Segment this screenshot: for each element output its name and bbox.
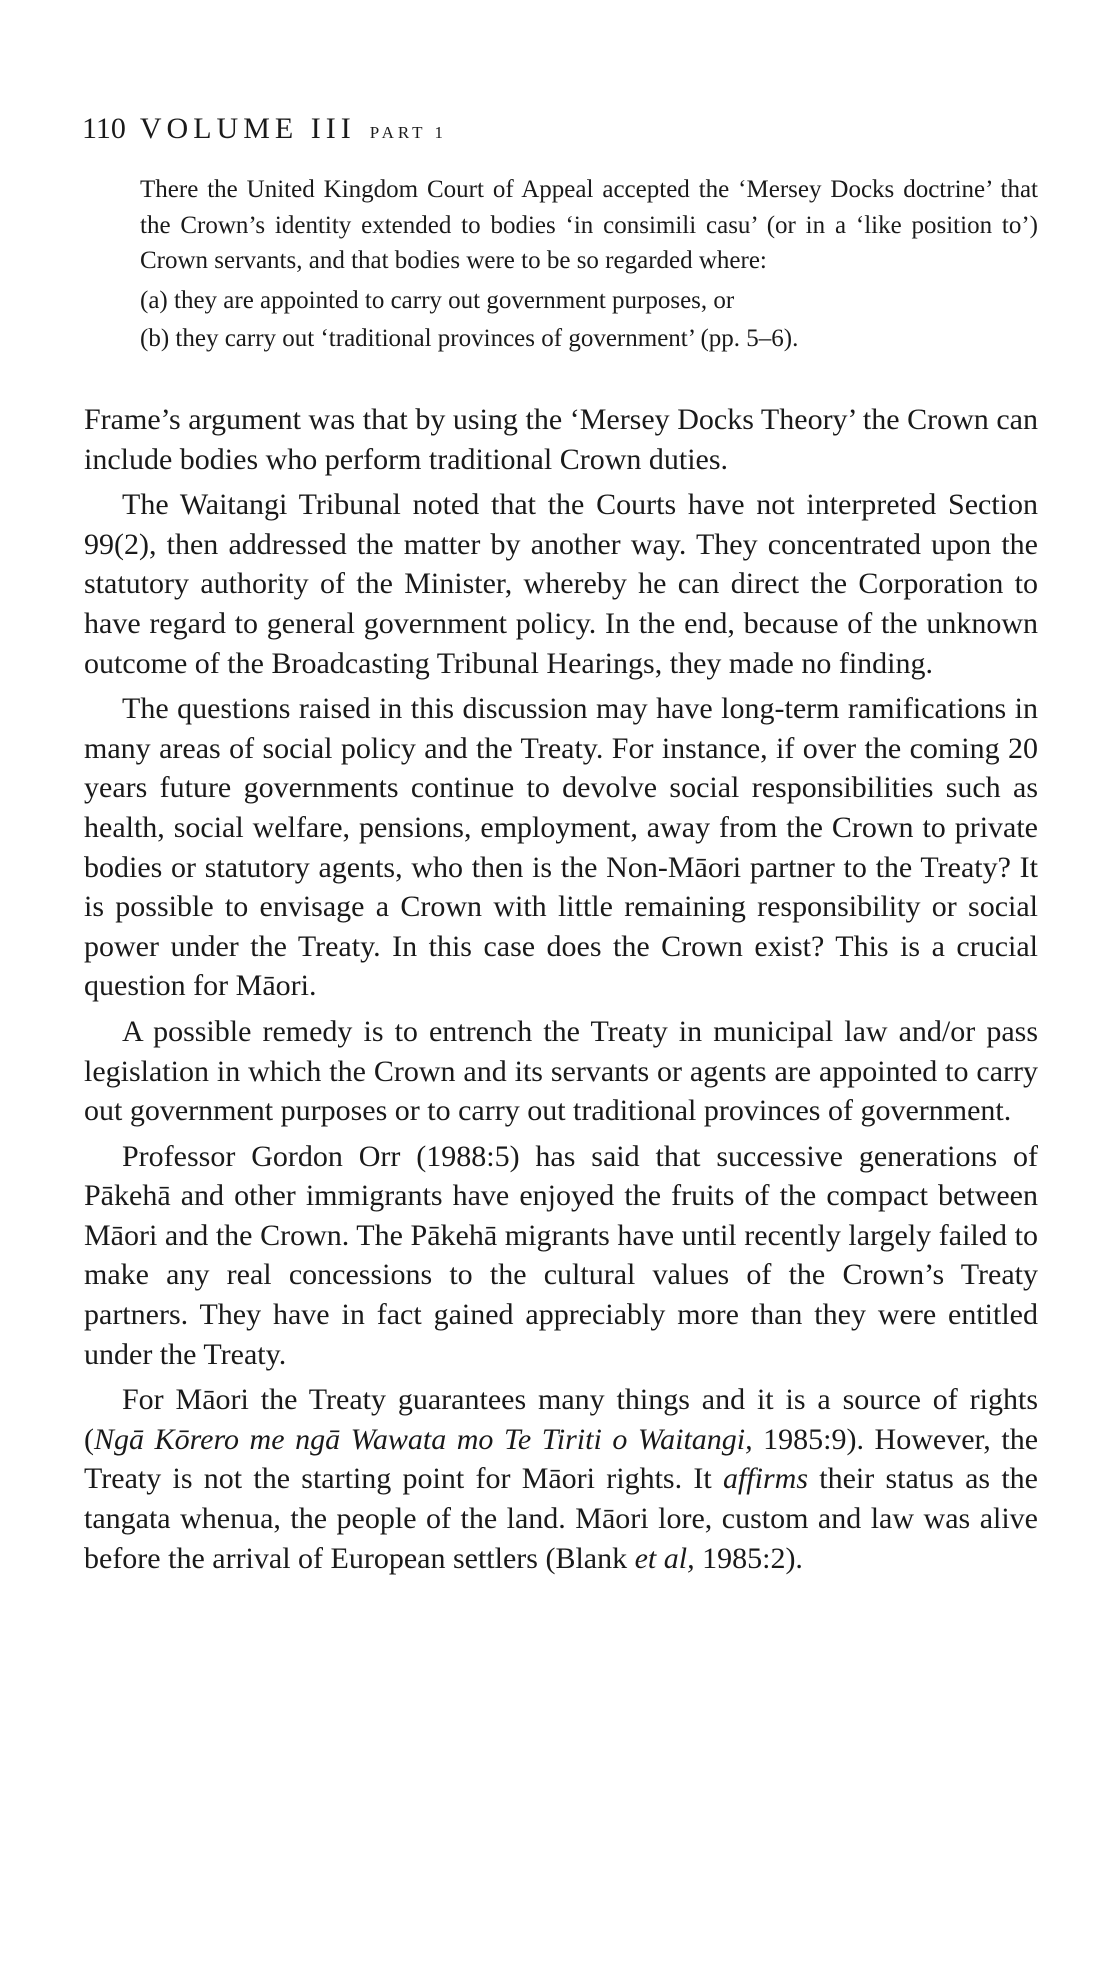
quote-item-a: (a) they are appointed to carry out government purposes, or bbox=[140, 286, 735, 314]
quote-intro: There the United Kingdom Court of Appeal accepted the ‘Mersey Docks doctrine’ that the Crown’s identity extended to bodies ‘in consimili casu’ (or in a ‘like position to’) Crown servants, and that bodies were to be so regarded where: bbox=[140, 176, 1038, 275]
running-head bbox=[82, 112, 447, 146]
part-label: PART 1 bbox=[369, 123, 448, 142]
page-number: 110 bbox=[82, 112, 126, 145]
citation-title: Ngā Kōrero me ngā Wawata mo Te Tiriti o Waitangi, bbox=[94, 1422, 753, 1456]
paragraph-waitangi-tribunal: The Waitangi Tribunal noted that the Courts have not interpreted Section 99(2), then addressed the matter by another way. They concentrated upon the statutory authority of the Minister, whereby he can direct the Corporation to have regard to general government policy. In the end, because of the unknown outcome of the Broadcasting Tribunal Hearings, they made no finding. bbox=[84, 488, 1038, 680]
paragraph-frame-argument: Frame’s argument was that by using the ‘Mersey Docks Theory’ the Crown can include bodies who perform traditional Crown duties. bbox=[84, 403, 1038, 476]
body-text bbox=[84, 400, 1038, 1584]
block-quote bbox=[140, 172, 1038, 360]
paragraph-questions-raised: The questions raised in this discussion may have long-term ramifications in many areas of social policy and the Treaty. For instance, if over the coming 20 years future governments continue to devolve social responsibilities such as health, social welfare, pensions, employment, away from the Crown to private bodies or statutory agents, who then is the Non-Māori partner to the Treaty? It is possible to envisage a Crown with little remaining responsibility or social power under the Treaty. In this case does the Crown exist? This is a crucial question for Māori. bbox=[84, 692, 1038, 1003]
citation-et-al: et al, bbox=[634, 1541, 695, 1575]
paragraph-maori-rights: For Māori the Treaty guarantees many things and it is a source of rights (Ngā Kōrero me ngā Wawata mo Te Tiriti o Waitangi, 1985:9). However, the Treaty is not the starting point for Māori rights. It affirms their status as the tangata whenua, the people of the land. Māori lore, custom and law was alive before the arrival of European settlers (Blank et al, 1985:2). bbox=[84, 1383, 1039, 1575]
paragraph-possible-remedy: A possible remedy is to entrench the Treaty in municipal law and/or pass legislation in which the Crown and its servants or agents are appointed to carry out government purposes or to carry out traditional provinces of government. bbox=[84, 1014, 1038, 1128]
quote-item-b: (b) they carry out ‘traditional provinces of government’ (pp. 5–6). bbox=[140, 325, 799, 353]
emphasis-affirms: affirms bbox=[722, 1462, 808, 1496]
volume-label: VOLUME III bbox=[139, 112, 356, 145]
paragraph-professor-orr: Professor Gordon Orr (1988:5) has said that successive generations of Pākehā and other immigrants have enjoyed the fruits of the compact between Māori and the Crown. The Pākehā migrants have until recently largely failed to make any real concessions to the cultural values of the Crown’s Treaty partners. They have in fact gained appreciably more than they were entitled under the Treaty. bbox=[84, 1139, 1038, 1371]
